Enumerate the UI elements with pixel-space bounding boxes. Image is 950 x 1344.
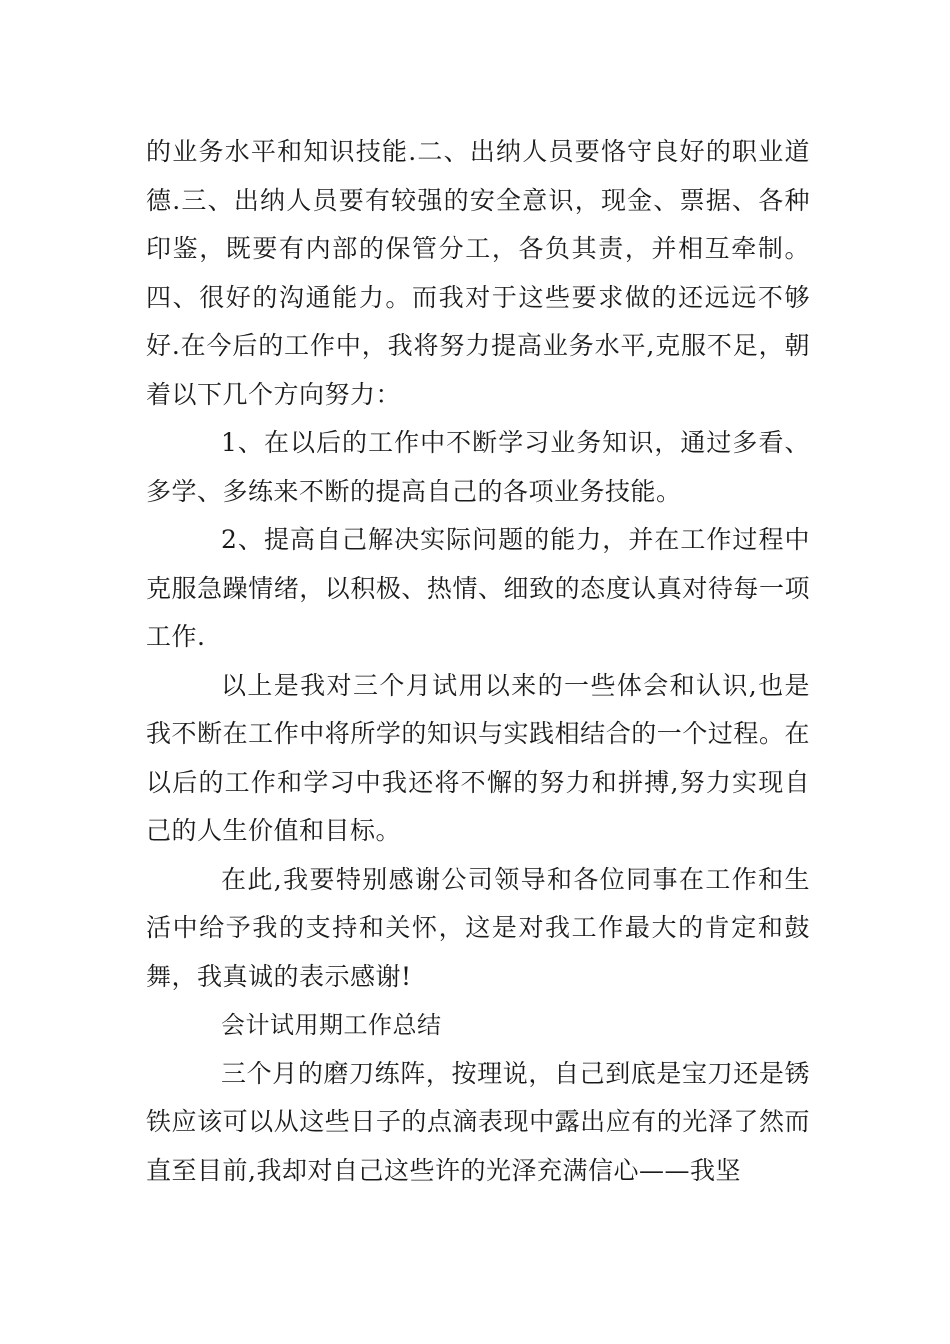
paragraph-thanks: 在此,我要特别感谢公司领导和各位同事在工作和生活中给予我的支持和关怀，这是对我工作最大的肯定和鼓舞，我真诚的表示感谢! [146,864,810,991]
section-title: 会计试用期工作总结 [221,1011,442,1039]
document-body [146,128,810,1195]
paragraph-goal-2: 2、提高自己解决实际问题的能力，并在工作过程中克服急躁情绪，以积极、热情、细致的态度认真对待每一项工作. [146,525,810,651]
paragraph-requirements: 的业务水平和知识技能.二、出纳人员要恪守良好的职业道德.三、出纳人员要有较强的安全意识，现金、票据、各种印鉴，既要有内部的保管分工，各负其责，并相互牵制。四、很好的沟通能力。而我对于这些要求做的还远远不够好.在今后的工作中，我将努力提高业务水平,克服不足，朝着以下几个方向努力： [146,137,810,409]
paragraph-closing: 三个月的磨刀练阵，按理说，自己到底是宝刀还是锈铁应该可以从这些日子的点滴表现中露出应有的光泽了然而直至目前,我却对自己这些许的光泽充满信心——我坚 [146,1058,810,1185]
paragraph-goal-1: 1、在以后的工作中不断学习业务知识，通过多看、多学、多练来不断的提高自己的各项业务技能。 [146,428,810,506]
paragraph-reflection: 以上是我对三个月试用以来的一些体会和认识,也是我不断在工作中将所学的知识与实践相结合的一个过程。在以后的工作和学习中我还将不懈的努力和拼搏,努力实现自己的人生价值和目标。 [146,670,810,845]
